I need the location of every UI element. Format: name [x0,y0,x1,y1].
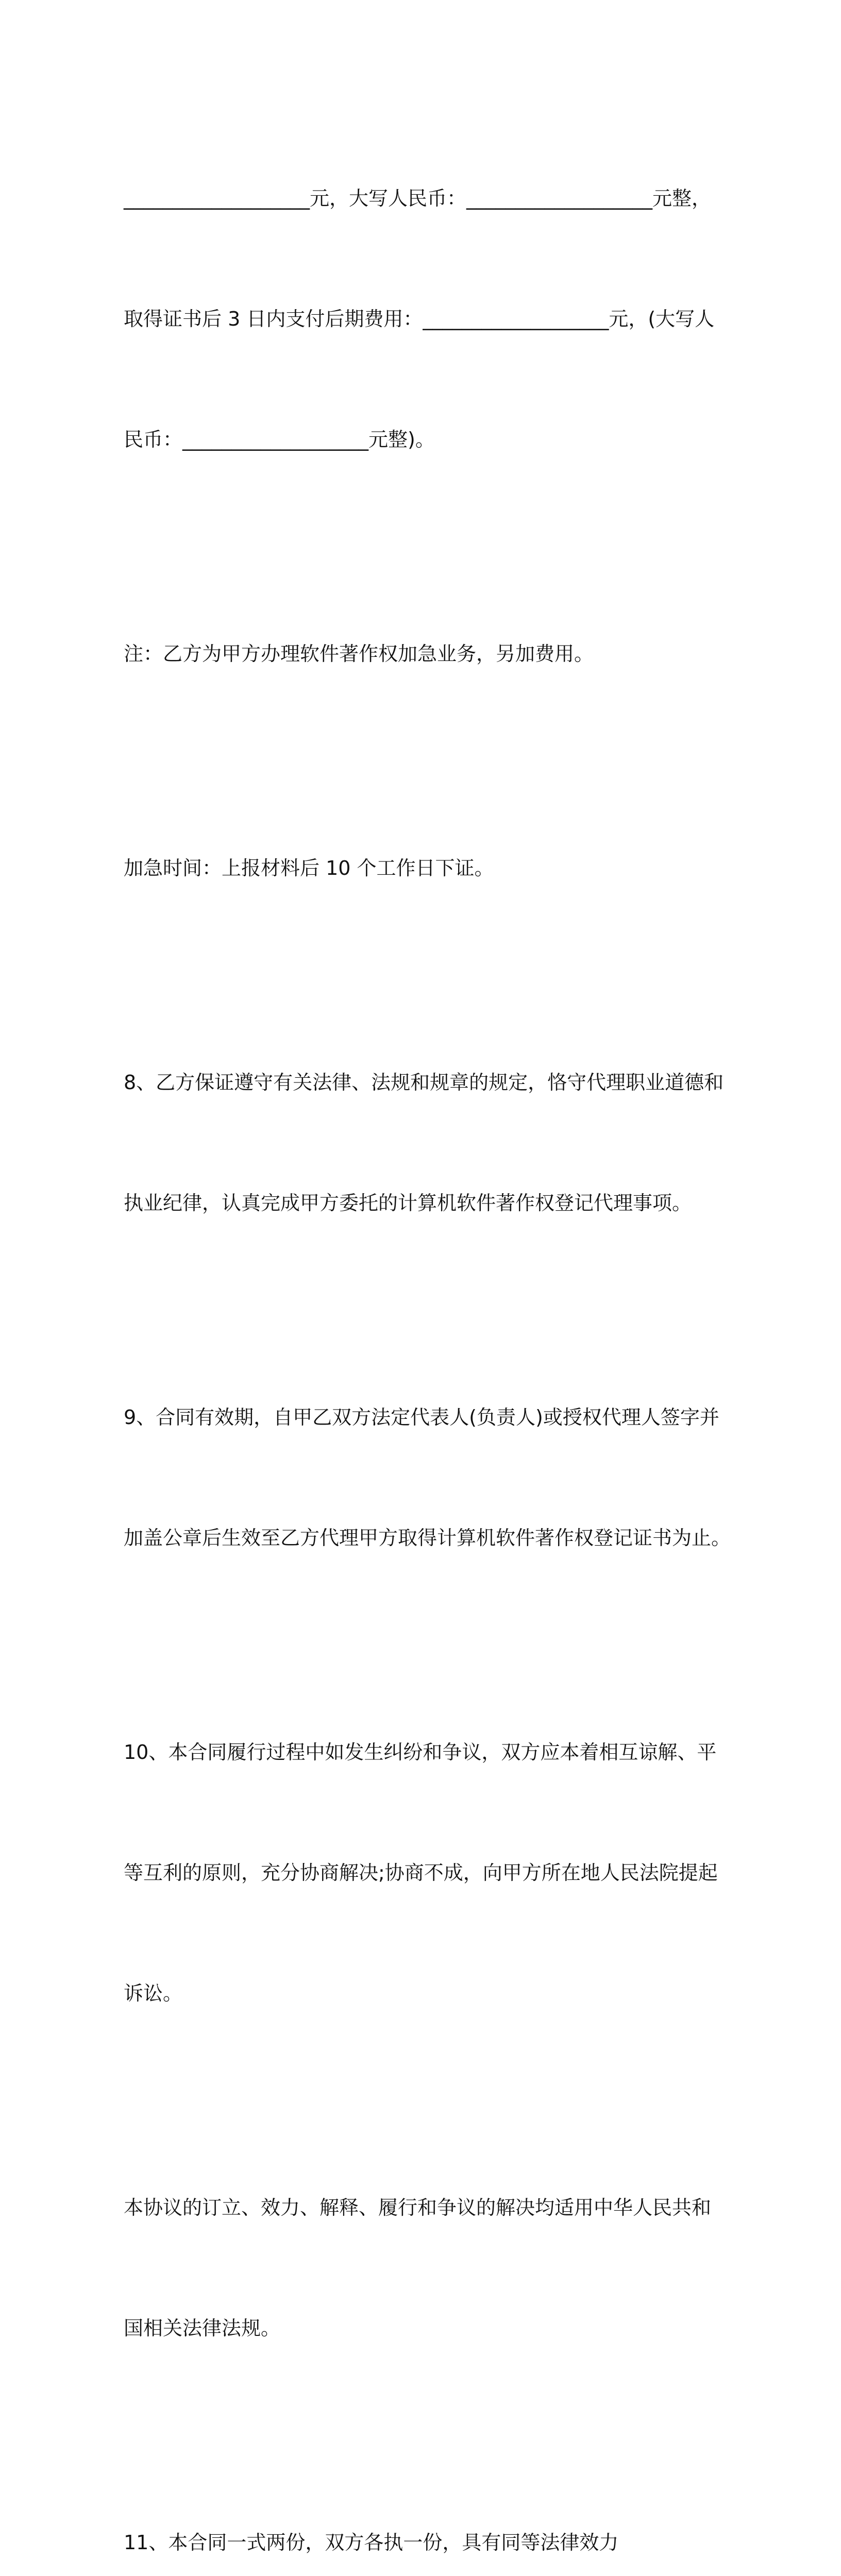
text-line: 取得证书后 3 日内支付后期费用：___________________元，(大写人 [124,308,715,330]
payment-paragraph [124,98,721,540]
text-line: 国相关法律法规。 [124,2317,281,2340]
text-line: 10、本合同履行过程中如发生纠纷和争议，双方应本着相互谅解、平 [124,1741,717,1764]
text-line: 等互利的原则，充分协商解决;协商不成，向甲方所在地人民法院提起 [124,1861,718,1884]
text-line: 加急时间：上报材料后 10 个工作日下证。 [124,857,494,879]
text-line: 11、本合同一式两份，双方各执一份，具有同等法律效力 [124,2531,619,2554]
note-paragraph [124,553,721,754]
clause-10 [124,1652,721,2094]
text-line: 民币：___________________元整)。 [124,428,435,451]
clause-11 [124,2442,721,2576]
text-line: 诉讼。 [124,1982,183,2005]
text-line: ___________________元，大写人民币：___________________元整， [124,187,712,210]
document-page [124,98,731,2576]
text-line: 执业纪律，认真完成甲方委托的计算机软件著作权登记代理事项。 [124,1192,692,1214]
rush-time-paragraph [124,768,721,969]
text-line: 注：乙方为甲方办理软件著作权加急业务，另加费用。 [124,642,594,665]
clause-9 [124,1317,731,1638]
governing-law-paragraph [124,2107,721,2429]
clause-8 [124,982,724,1303]
text-line: 8、乙方保证遵守有关法律、法规和规章的规定，恪守代理职业道德和 [124,1071,724,1094]
text-line: 9、合同有效期，自甲乙双方法定代表人(负责人)或授权代理人签字并 [124,1406,719,1429]
text-line: 加盖公章后生效至乙方代理甲方取得计算机软件著作权登记证书为止。 [124,1527,731,1549]
text-line: 本协议的订立、效力、解释、履行和争议的解决均适用中华人民共和 [124,2196,712,2219]
